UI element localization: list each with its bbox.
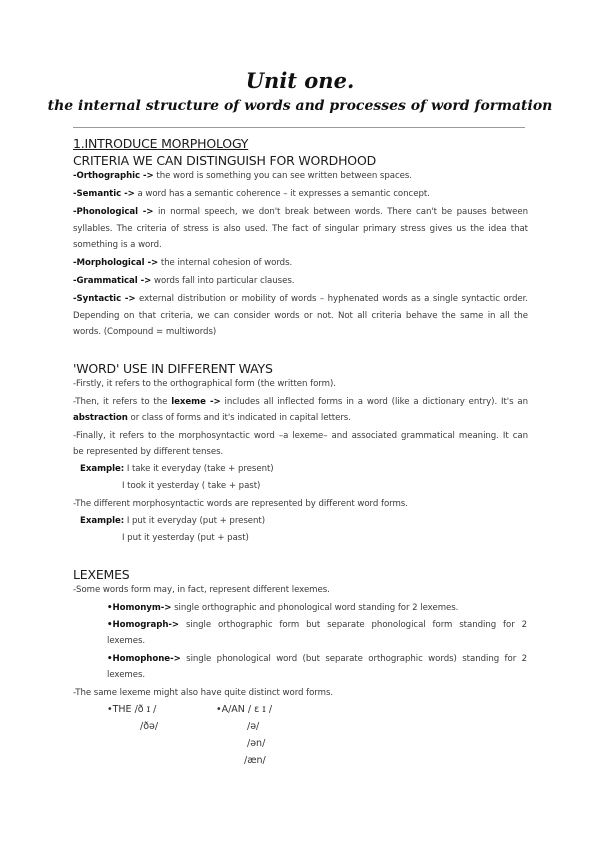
paragraph-line: -The same lexeme might also have quite distinct word forms.	[73, 688, 334, 698]
example-label: Example:	[80, 464, 125, 474]
paragraph-line: be represented by different tenses.	[73, 447, 224, 457]
ipa-a-an-4: /æn/	[244, 755, 266, 766]
example-line	[80, 516, 535, 527]
section-heading-lexemes: LEXEMES	[73, 567, 130, 582]
page-title: Unit one.	[245, 68, 355, 93]
term-label: -Semantic ->	[73, 189, 135, 199]
bullet-homograph	[107, 620, 527, 631]
paragraph-line: -Finally, it refers to the morphosyntactic word –a lexeme– and associated grammatical meaning. It can	[73, 431, 528, 441]
example-line	[80, 464, 535, 475]
term-label: -Syntactic ->	[73, 294, 136, 304]
criterion-grammatical	[73, 276, 528, 287]
paragraph-line	[73, 413, 528, 424]
criterion-semantic	[73, 189, 528, 200]
term-text: single phonological word (but separate orthographic words) standing for 2	[180, 654, 527, 664]
ipa-the-1: •THE /ð ɪ /	[107, 704, 157, 715]
paragraph-line: -Firstly, it refers to the orthographical form (the written form).	[73, 379, 336, 389]
ipa-a-an-2: /ə/	[247, 721, 260, 732]
example-line: I took it yesterday ( take + past)	[122, 481, 261, 491]
term-text: in normal speech, we don't break between words. There can't be pauses between	[153, 207, 528, 217]
term-label: abstraction	[73, 413, 128, 423]
criterion-morphological	[73, 258, 528, 269]
subheading-criteria: CRITERIA WE CAN DISTINGUISH FOR WORDHOOD	[73, 153, 377, 168]
term-text: the internal cohesion of words.	[158, 258, 293, 268]
ipa-a-an-1: •A/AN / ɛ ɪ /	[216, 704, 273, 715]
example-text: I put it everyday (put + present)	[124, 516, 266, 526]
term-label: •Homonym->	[107, 603, 172, 613]
example-line: I put it yesterday (put + past)	[122, 533, 249, 543]
term-text: words fall into particular clauses.	[151, 276, 295, 286]
term-label: lexeme ->	[171, 397, 221, 407]
paragraph-line: lexemes.	[107, 670, 146, 680]
term-label: •Homophone->	[107, 654, 181, 664]
text-run: or class of forms and it's indicated in capital letters.	[127, 413, 351, 423]
page-subtitle: the internal structure of words and processes of word formation	[47, 98, 553, 114]
paragraph-line: syllables. The criteria of stress is also used. The fact of singular primary stress gives us the idea that	[73, 224, 528, 234]
term-text: the word is something you can see written between spaces.	[153, 171, 412, 181]
example-text: I take it everyday (take + present)	[124, 464, 274, 474]
paragraph-line: lexemes.	[107, 636, 146, 646]
text-run: -Then, it refers to the	[73, 397, 172, 407]
term-text: single orthographic and phonological word standing for 2 lexemes.	[171, 603, 459, 613]
term-label: •Homograph->	[107, 620, 180, 630]
criterion-phonological	[73, 207, 528, 218]
criterion-syntactic	[73, 294, 528, 305]
paragraph-line: -The different morphosyntactic words are represented by different word forms.	[73, 499, 408, 509]
term-label: -Grammatical ->	[73, 276, 152, 286]
title-divider	[73, 127, 525, 128]
term-label: -Phonological ->	[73, 207, 154, 217]
bullet-homophone	[107, 654, 527, 665]
section-heading-word-use: 'WORD' USE IN DIFFERENT WAYS	[73, 361, 273, 376]
term-label: -Morphological ->	[73, 258, 159, 268]
paragraph-line: Depending on that criteria, we can consider words or not. Not all criteria behave the same in all the	[73, 311, 528, 321]
example-label: Example:	[80, 516, 125, 526]
term-text: single orthographic form but separate phonological form standing for 2	[179, 620, 527, 630]
ipa-a-an-3: /ən/	[247, 738, 266, 749]
term-text: a word has a semantic coherence – it expresses a semantic concept.	[134, 189, 430, 199]
criterion-orthographic	[73, 171, 528, 182]
term-text: external distribution or mobility of words – hyphenated words as a single syntactic order.	[135, 294, 528, 304]
section-heading-morphology: 1.INTRODUCE MORPHOLOGY	[73, 136, 249, 151]
text-run: includes all inflected forms in a word (like a dictionary entry). It's an	[220, 397, 528, 407]
bullet-homonym	[107, 603, 527, 614]
paragraph-line: -Some words form may, in fact, represent different lexemes.	[73, 585, 330, 595]
paragraph-line	[73, 397, 528, 408]
paragraph-line: words. (Compound = multiwords)	[73, 327, 217, 337]
paragraph-line: something is a word.	[73, 240, 162, 250]
ipa-the-2: /ðə/	[140, 721, 159, 732]
term-label: -Orthographic ->	[73, 171, 154, 181]
